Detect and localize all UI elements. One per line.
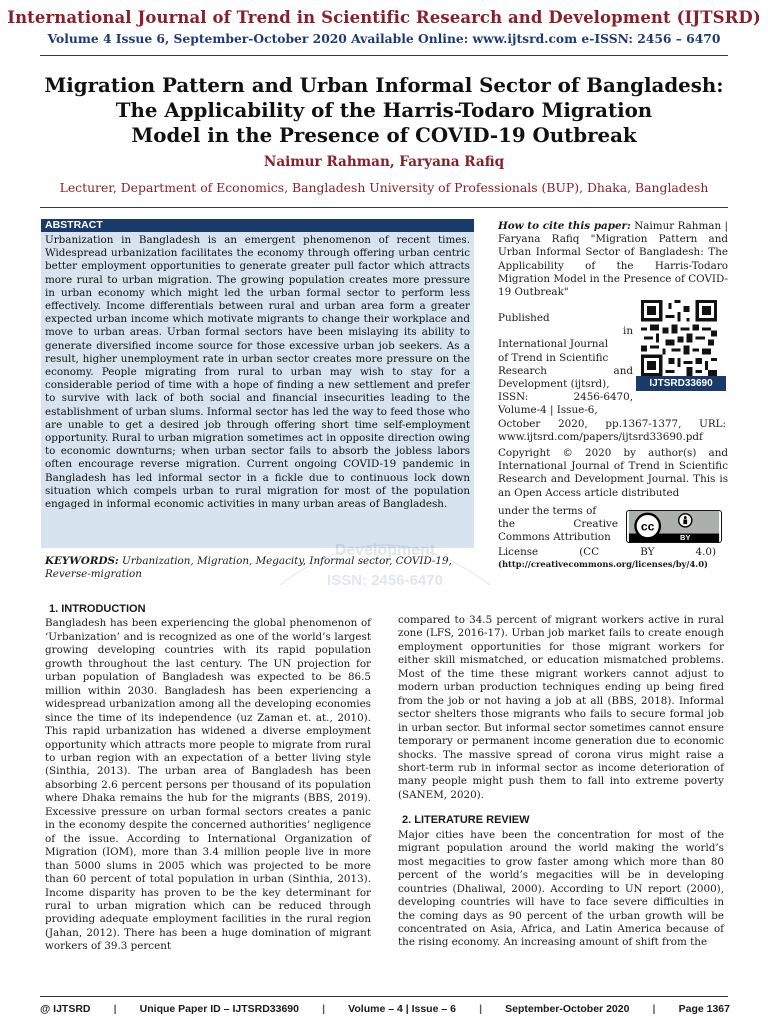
journal-meta: Volume 4 Issue 6, September-October 2020 Available Online: www.ijtsrd.com e-ISSN: 2456 – 6470 (47, 31, 721, 46)
pub-line: 2456-6470, (573, 391, 633, 404)
title-line-3: Model in the Presence of COVID-19 Outbreak (131, 123, 637, 147)
copyright-text: Copyright © 2020 by author(s) and International Journal of Trend in Scientific Research and Development Journal. This is an Open Access article distributed (498, 447, 728, 499)
title-line-2: The Applicability of the Harris-Todaro Migration (115, 98, 653, 122)
section-heading-introduction: 1. INTRODUCTION (49, 603, 146, 615)
license-row (498, 546, 716, 559)
abstract-text: Urbanization in Bangladesh is an emergent phenomenon of recent times. Widespread urbanization facilitates the economy through offering urban centric better employment opportunities to generate greater pull factor which attracts more rural to urban migration. The growing population creates more pressure in urban economy which might led the urban formal sector to perform less effectively. Income differentials between rural and urban area form a greater expected urban income which motivate migrants to change their workplace and move to urban areas. Urban formal sectors have been mislaying its ability to generate diversified income source for those excessive urban job seekers. As a result, higher unemployment rate in urban sector creates more pressure on the economy. People migrating from rural to urban may wish to stay for a considerable period of time with a hope of finding a new settlement and prefer to survive with lack of both social and financial insecurities leading to the establishment of urban slums. Informal sector has led the way to feed those who are unable to get a desired job through offering short time self-employment opportunity. Rural to urban migration sometimes act in opposite direction owing to economic downturns; when urban sector fails to absorb the jobless labors often encourage reverse migration. Current ongoing COVID-19 pandemic in Bangladesh has led informal sector in a fickle due to continuous lock down situation which compels urban to rural migration for most of the population engaged in informal economic activities in many urban areas of Bangladesh. (45, 234, 470, 511)
watermark-text-1: Development (334, 542, 436, 559)
affiliation: Lecturer, Department of Economics, Bangladesh University of Professionals (BUP), Dhaka, Bangladesh (59, 180, 709, 195)
abstract-heading: ABSTRACT (41, 219, 474, 232)
footer-paper-id: Unique Paper ID – IJTSRD33690 (139, 1003, 299, 1015)
footer-separator: | (322, 1003, 326, 1015)
watermark-text-2: ISSN: 2456-6470 (327, 572, 443, 589)
license-text (498, 505, 618, 545)
literature-review-paragraph: Major cities have been the concentration for most of the migrant population around the world making the world’s most megacities to grow faster among which more than 80 percent of the world’s megacities will be in developing countries (Dhaliwal, 2000). According to UN report (2000), developing countries will have to face severe difficulties in the coming days as 90 percent of the urban growth will be concentrated on Asia, Africa, and Latin America because of the rising economy. An increasing amount of shift from the (398, 828, 724, 949)
footer-separator: | (652, 1003, 656, 1015)
introduction-continued-paragraph: compared to 34.5 percent of migrant workers active in rural zone (LFS, 2016-17). Urban job market fails to create enough employment opportunities for those migrant workers for either skill mismatched, or education mismatched problems. Most of the time these migrant workers cannot adjust to modern urban production techniques ending up being fired from the job or not having a job at all (BBS, 2018). Informal sector shelters those migrants who fails to secure formal job in urban sector. But informal sector sometimes cannot ensure temporary or permanent income generation due to economic shocks. The massive spread of corona virus might raise a short-term rub in informal sector as income deterioration of many people might push them to fall into extreme poverty (SANEM, 2020). (398, 614, 724, 801)
license-row-word: License (498, 546, 539, 558)
pub-line: of Trend in Scientific (498, 351, 609, 364)
header-rule (40, 55, 728, 56)
footer-rule (40, 996, 728, 997)
license-word-the: the (498, 518, 515, 531)
license-row-word: (CC (579, 546, 600, 558)
pub-line: Volume-4 | Issue-6, (498, 404, 598, 417)
cc-by-license-badge[interactable] (626, 510, 722, 543)
footer-publisher: @ IJTSRD (40, 1003, 91, 1015)
qr-code-image[interactable] (641, 300, 717, 376)
paper-id-badge: IJTSRD33690 (636, 376, 726, 391)
citation-block (498, 220, 728, 299)
section-heading-literature-review: 2. LITERATURE REVIEW (402, 814, 530, 827)
license-url[interactable]: (http://creativecommons.org/licenses/by/4.0) (498, 559, 709, 569)
pub-line: Development (ijtsrd), (498, 378, 610, 391)
footer-volume: Volume – 4 | Issue – 6 (348, 1003, 456, 1015)
citation-tail: October 2020, pp.1367-1377, URL: www.ijtsrd.com/papers/ijtsrd33690.pdf (498, 418, 726, 444)
introduction-paragraph: Bangladesh has been experiencing the global phenomenon of ‘Urbanization’ and is recognized as one of the world’s largest growing developing countries with its rapid population growth throughout the last century. The UN projection for urban population of Bangladesh was expected to be 86.5 million within 2030. Bangladesh has been experiencing a widespread urbanization among all the developing economies since the time of its independence (uz Zaman et. at., 2010). This rapid urbanization has widened a diverse employment opportunity which attracts more people to migrate from rural to urban region with an expectation of a better living style (Sinthia, 2013). The urban area of Bangladesh has been absorbing 2.6 percent persons per thousand of its population where Dhaka remains the hub for the migrants (BBS, 2019). Excessive pressure on urban formal sectors creates a panic in the economy despite the concerned authorities’ negligence of the issue. According to International Organization of Migration (IOM), more than 3.4 million people live in more than 5000 slums in 2005 which was projected to be more than 60 percent of total population in urban (Sinthia, 2013). Income disparity has proven to be the key determinant for rural to urban migration which can be reduced through providing adequate employment facilities in the rural region (Jahan, 2012). There has been a huge domination of migrant workers of 39.3 percent (45, 617, 371, 953)
pub-line: ISSN: (498, 391, 529, 404)
pub-line: Published (498, 312, 550, 324)
citation-label: How to cite this paper: (498, 220, 631, 232)
license-word-creative: Creative (573, 518, 618, 531)
svg-text:cc: cc (640, 519, 655, 534)
footer-date: September-October 2020 (505, 1003, 630, 1015)
footer-separator: | (479, 1003, 483, 1015)
citation-published (498, 312, 633, 418)
journal-title: International Journal of Trend in Scientific Research and Development (IJTSRD) (7, 8, 761, 27)
page-footer (40, 1003, 730, 1015)
title-rule (40, 207, 728, 208)
paper-title (30, 73, 738, 148)
pub-line: in (623, 325, 633, 338)
license-line: under the terms of (498, 505, 597, 517)
license-row-word: BY (640, 546, 655, 558)
license-line: Commons Attribution (498, 531, 611, 544)
pub-line: and (613, 364, 633, 377)
title-line-1: Migration Pattern and Urban Informal Sector of Bangladesh: (44, 73, 724, 97)
footer-page: Page 1367 (678, 1003, 730, 1015)
pub-line: Research (498, 364, 547, 377)
footer-separator: | (113, 1003, 117, 1015)
svg-text:BY: BY (680, 533, 691, 543)
column-left (45, 603, 371, 954)
authors: Naimur Rahman, Faryana Rafiq (263, 154, 505, 170)
license-row-word: 4.0) (695, 546, 716, 558)
pub-line: International Journal (498, 338, 609, 351)
keywords-text: Urbanization, Migration, Megacity, Informal sector, COVID-19, Reverse-migration (45, 555, 452, 580)
keywords (45, 555, 475, 581)
column-right (398, 614, 724, 950)
citation-text: Naimur Rahman | Faryana Rafiq "Migration Pattern and Urban Informal Sector of Bangladesh: The Applicability of the Harris-Todaro Migration Model in the Presence of COVID-19 Outbreak" (498, 220, 729, 299)
keywords-label: KEYWORDS: (45, 555, 119, 567)
